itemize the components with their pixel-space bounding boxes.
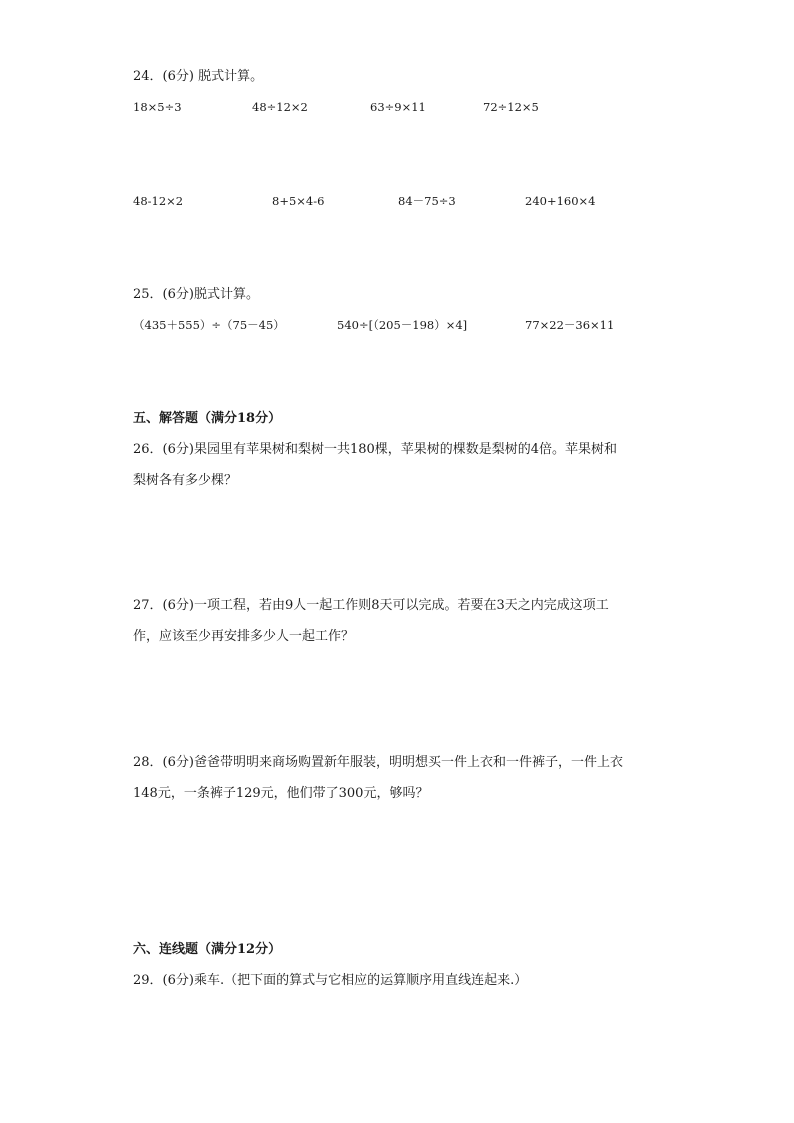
section-5-title: 五、解答题（满分18分）	[133, 411, 282, 426]
q24-expression-4: 72÷12×5	[483, 100, 539, 114]
q24-expression-1: 18×5÷3	[133, 100, 182, 114]
section-6-title: 六、连线题（满分12分）	[133, 942, 282, 957]
q24-expression-8: 240+160×4	[525, 194, 596, 208]
question-27-line-1: 27．(6分)一项工程，若由9人一起工作则8天可以完成。若要在3天之内完成这项工	[133, 598, 609, 613]
question-27-line-2: 作，应该至少再安排多少人一起工作？	[133, 629, 355, 644]
q24-expression-5: 48-12×2	[133, 194, 184, 208]
q25-expression-3: 77×22－36×11	[525, 318, 615, 332]
question-24-heading: 24．(6分) 脱式计算。	[133, 69, 264, 84]
q24-expression-6: 8+5×4-6	[272, 194, 325, 208]
question-28-line-1: 28．(6分)爸爸带明明来商场购置新年服装，明明想买一件上衣和一件裤子，一件上衣	[133, 755, 623, 770]
question-29-line-1: 29．(6分)乘车.（把下面的算式与它相应的运算顺序用直线连起来.）	[133, 973, 528, 988]
q24-expression-7: 84－75÷3	[398, 194, 456, 208]
question-28-line-2: 148元，一条裤子129元，他们带了300元，够吗？	[133, 786, 429, 801]
q24-expression-2: 48÷12×2	[252, 100, 308, 114]
question-26-line-2: 梨树各有多少棵？	[133, 473, 238, 488]
q25-expression-2: 540÷[（205－198）×4]	[337, 318, 468, 332]
q24-expression-3: 63÷9×11	[370, 100, 426, 114]
question-25-heading: 25．(6分)脱式计算。	[133, 287, 259, 302]
q25-expression-1: （435＋555）÷（75－45）	[133, 318, 285, 332]
question-26-line-1: 26．(6分)果园里有苹果树和梨树一共180棵，苹果树的棵数是梨树的4倍。苹果树和	[133, 442, 618, 457]
